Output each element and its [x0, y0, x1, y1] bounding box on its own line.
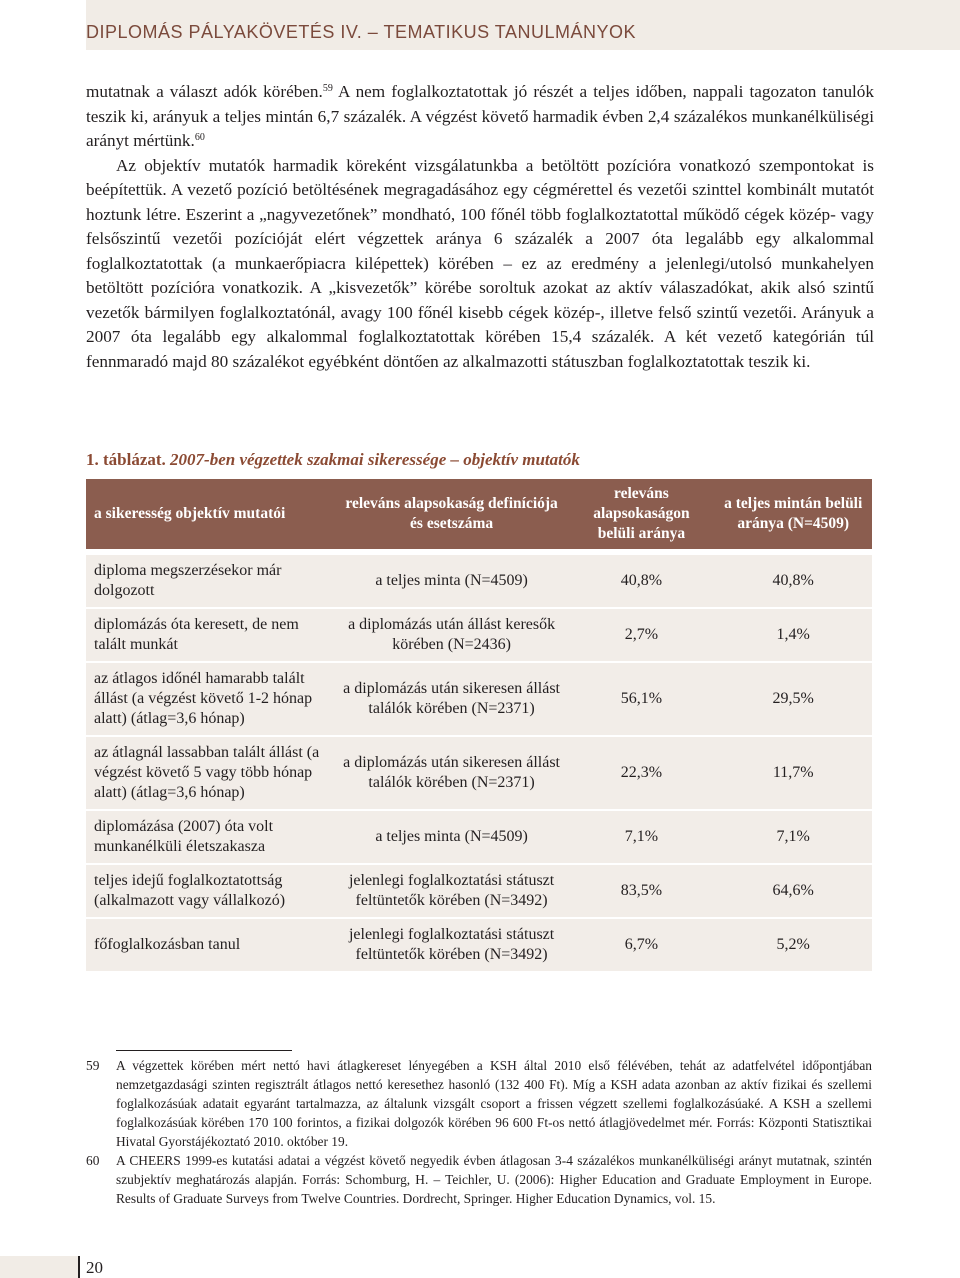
footnote-text: A CHEERS 1999-es kutatási adatai a végzést követő negyedik évben átlagosan 3-4 százalékos munkanélküliségi arányt mutatnak, szintén szubjektív meghatározás alapján. Forrás: Schomburg, H. – Teichler, U. (2006): Higher Education and Graduate Employment in Europe. Results of Graduate Surveys from Twelve Countries. Dordrecht, Springer. Higher Education Dynamics, vol. 15. [116, 1153, 872, 1206]
cell-indicator: diploma megszerzésekor már dolgozott [86, 554, 335, 608]
success-indicators-table [86, 479, 872, 971]
cell-share-total: 5,2% [714, 918, 872, 971]
cell-base: a diplomázás után sikeresen állást találók körében (N=2371) [335, 736, 569, 810]
cell-share-total: 1,4% [714, 608, 872, 662]
footnote-number: 60 [86, 1153, 100, 1168]
table-row [86, 662, 872, 736]
cell-share-total: 40,8% [714, 554, 872, 608]
cell-share-total: 29,5% [714, 662, 872, 736]
footnote-separator [116, 1050, 292, 1051]
cell-share-base: 2,7% [568, 608, 714, 662]
cell-share-total: 64,6% [714, 864, 872, 918]
running-header: DIPLOMÁS PÁLYAKÖVETÉS IV. – TEMATIKUS TANULMÁNYOK [86, 22, 636, 42]
table-row [86, 864, 872, 918]
cell-share-base: 6,7% [568, 918, 714, 971]
paragraph-1: mutatnak a választ adók körében.$^{59}$ A nem foglalkoztatottak jó részét a teljes időben, nappali tagozaton tanulók teszik ki, arányuk a teljes mintán 6,7 százalék. A végzést követő harmadik évben 2,4 százalékos munkanélküliségi arányt mértünk.$^{60}$ [86, 82, 874, 150]
footnote-text: A végzettek körében mért nettó havi átlagkereset lényegében a KSH által 2010 első félévében, tehát az adatfelvétel időpontjában nemzetgazdasági szinten regisztrált átlagos nettó keresethez hasonló (132 400 Ft). Míg a KSH adata azonban az aktív fizikai és szellemi foglalkozásúak adatait egyaránt tartalmazza, az általunk vizsgált csoport a frissen végzett szellemi foglalkozásúaké. A KSH a szellemi foglalkozásúak körében 170 100 forintos, a fizikai dolgozók körében 96 600 Ft-os nettó átlagjövedelmet mér. Forrás: Központi Statisztikai Hivatal Gyorstájékoztató 2010. október 19. [116, 1058, 872, 1149]
table-caption [86, 450, 580, 470]
paragraph-2: Az objektív mutatók harmadik köreként vizsgálatunkba a betöltött pozícióra vonatkozó szempontokat is beépítettük. A vezető pozíció betöltésének megragadásához egy cégmérettel és vezetői szinttel kombinált mutatót hoztunk létre. Eszerint a „nagyvezetőnek” mondható, 100 főnél több foglalkoztatottal működő cégek közép- vagy felsőszintű vezetői pozícióját elért végzettek aránya 6 százalék a 2007 óta legalább egy alkalommal foglalkoztatottak (a munkaerőpiacra kilépettek) körében – ez az eredmény a jelenlegi/utolsó munkahelyen betöltött pozícióra vonatkozik. A „kisvezetők” körébe soroltuk azokat az aktív válaszadókat, akik alsó szintű vezetők bármilyen foglalkoztatónál, avagy 100 főnél kisebb cégek közép-, illetve felső szintű vezetői. Arányuk a 2007 óta legalább egy alkalommal foglalkoztatottak körében 15,4 százalék. A két vezető kategórián túl fennmaradó majd 80 százalékot egyébként döntően az alkalmazotti státuszban foglalkoztatottak teszik ki. [86, 155, 874, 371]
footnotes [86, 1056, 872, 1208]
cell-share-base: 56,1% [568, 662, 714, 736]
cell-share-base: 22,3% [568, 736, 714, 810]
cell-base: a diplomázás után sikeresen állást találók körében (N=2371) [335, 662, 569, 736]
footnote-number: 59 [86, 1058, 100, 1073]
header-share-in-base: releváns alapsokaságon belüli aránya [568, 479, 714, 549]
cell-base: a diplomázás után állást keresők körében (N=2436) [335, 608, 569, 662]
footnote-59 [86, 1056, 872, 1151]
cell-indicator: főfoglalkozásban tanul [86, 918, 335, 971]
cell-indicator: teljes idejű foglalkoztatottság (alkalmazott vagy vállalkozó) [86, 864, 335, 918]
header-indicator: a sikeresség objektív mutatói [86, 479, 335, 549]
page-number-divider [78, 1256, 80, 1278]
cell-base: a teljes minta (N=4509) [335, 554, 569, 608]
table-row [86, 554, 872, 608]
cell-base: a teljes minta (N=4509) [335, 810, 569, 864]
table-caption-title: 2007-ben végzettek szakmai sikeressége – objektív mutatók [170, 450, 580, 469]
page-number-band [0, 1256, 78, 1278]
cell-indicator: diplomázása (2007) óta volt munkanélküli életszakasza [86, 810, 335, 864]
table-row [86, 918, 872, 971]
table-caption-number: 1. táblázat. [86, 450, 166, 469]
cell-share-base: 7,1% [568, 810, 714, 864]
header-base-population: releváns alapsokaság definíciója és esetszáma [335, 479, 569, 549]
table-header-row [86, 479, 872, 549]
footnote-ref-60[interactable]: 60 [194, 132, 205, 143]
page-number: 20 [86, 1258, 103, 1277]
cell-indicator: az átlagnál lassabban talált állást (a végzést követő 5 vagy több hónap alatt) (átlag=3,6 hónap) [86, 736, 335, 810]
cell-share-total: 11,7% [714, 736, 872, 810]
cell-indicator: diplomázás óta keresett, de nem talált munkát [86, 608, 335, 662]
cell-base: jelenlegi foglalkoztatási státuszt feltüntetők körében (N=3492) [335, 918, 569, 971]
cell-share-base: 40,8% [568, 554, 714, 608]
header-share-in-total: a teljes mintán belüli aránya (N=4509) [714, 479, 872, 549]
cell-base: jelenlegi foglalkoztatási státuszt feltüntetők körében (N=3492) [335, 864, 569, 918]
footnote-ref-59[interactable]: 59 [322, 83, 333, 94]
footnote-60 [86, 1151, 872, 1208]
body-text [86, 80, 874, 374]
table-row [86, 608, 872, 662]
cell-share-total: 7,1% [714, 810, 872, 864]
table-row [86, 810, 872, 864]
table-row [86, 736, 872, 810]
cell-indicator: az átlagos időnél hamarabb talált állást (a végzést követő 1-2 hónap alatt) (átlag=3,6 hónap) [86, 662, 335, 736]
cell-share-base: 83,5% [568, 864, 714, 918]
